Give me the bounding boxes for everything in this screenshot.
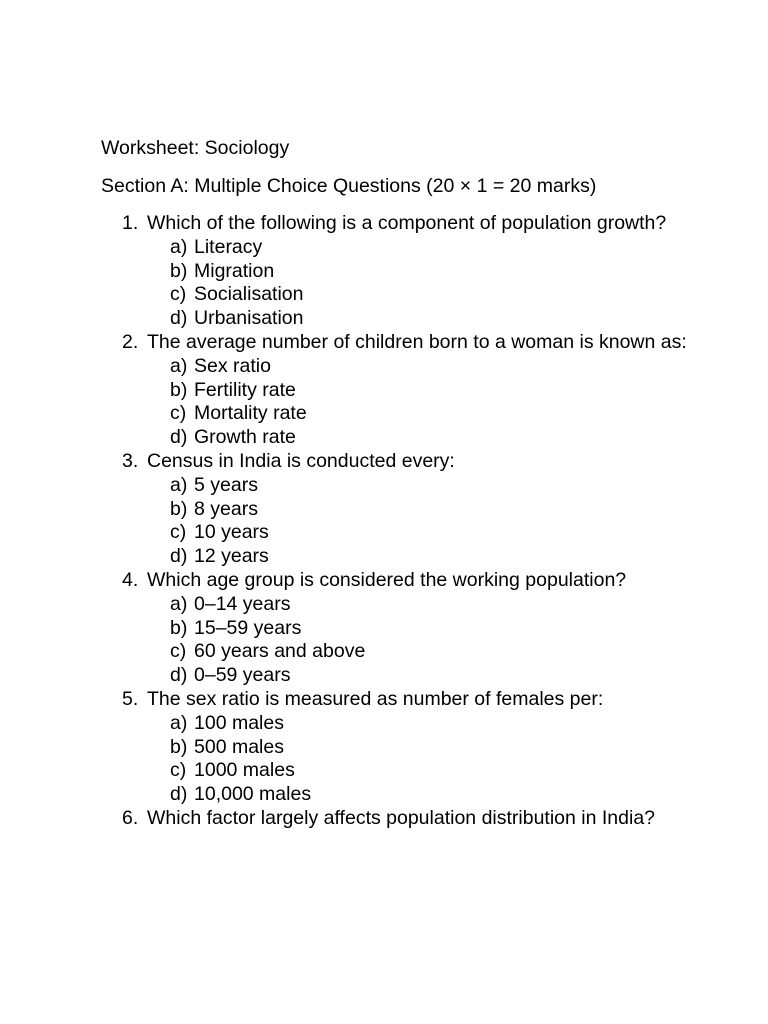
question-item [101,569,701,688]
option-letter: a) [170,473,188,496]
question-number: 2. [122,330,139,353]
option-letter: b) [170,616,188,639]
option-letter: d) [170,426,188,449]
worksheet-title: Worksheet: Sociology [101,137,290,159]
answer-option [147,355,701,379]
answer-option [147,474,701,498]
question-text: Which age group is considered the working population? [147,568,627,591]
answer-option [147,402,701,426]
option-text: 10,000 males [194,783,312,806]
option-text: 100 males [194,711,284,734]
question-text: Census in India is conducted every: [147,449,455,472]
option-text: 0–59 years [194,664,291,687]
section-heading: Section A: Multiple Choice Questions (20 × 1 = 20 marks) [101,175,597,197]
answer-option [147,593,701,617]
option-letter: d) [170,664,188,687]
option-letter: c) [170,521,187,544]
worksheet-page [101,136,701,831]
answer-option [147,664,701,688]
option-text: Mortality rate [194,402,307,425]
option-letter: b) [170,259,188,282]
option-letter: c) [170,640,187,663]
question-number: 1. [122,212,139,234]
option-letter: b) [170,735,188,758]
question-text: Which of the following is a component of population growth? [147,212,667,234]
answer-option [147,426,701,450]
answer-option [147,236,701,260]
question-number: 4. [122,568,139,591]
question-text: Which factor largely affects population distribution in India? [147,806,656,829]
option-text: Migration [194,259,275,282]
option-letter: d) [170,307,188,330]
question-item [101,450,701,569]
question-text: The average number of children born to a woman is known as: [147,330,687,353]
option-text: Fertility rate [194,378,296,401]
option-list [147,474,701,569]
question-list [101,212,701,831]
question-item [101,331,701,450]
answer-option [147,759,701,783]
option-text: 15–59 years [194,616,302,639]
option-letter: a) [170,235,188,258]
option-text: 0–14 years [194,592,291,615]
option-text: Urbanisation [194,307,304,330]
option-list [147,236,701,331]
option-list [147,712,701,807]
option-text: 1000 males [194,759,295,782]
option-letter: c) [170,759,187,782]
answer-option [147,307,701,331]
option-letter: c) [170,402,187,425]
option-text: 5 years [194,473,258,496]
option-letter: d) [170,545,188,568]
answer-option [147,521,701,545]
answer-option [147,783,701,807]
question-item [101,212,701,331]
option-text: 500 males [194,735,284,758]
option-letter: b) [170,378,188,401]
option-letter: a) [170,592,188,615]
answer-option [147,736,701,760]
answer-option [147,283,701,307]
option-text: Growth rate [194,426,296,449]
answer-option [147,260,701,284]
option-text: 10 years [194,521,269,544]
option-text: 8 years [194,497,258,520]
question-item [101,688,701,807]
question-text: The sex ratio is measured as number of females per: [147,687,604,710]
question-number: 3. [122,449,139,472]
answer-option [147,712,701,736]
question-number: 5. [122,687,139,710]
option-text: 12 years [194,545,269,568]
option-text: Literacy [194,235,263,258]
option-text: 60 years and above [194,640,366,663]
option-letter: a) [170,354,188,377]
question-item [101,807,701,831]
option-text: Sex ratio [194,354,271,377]
answer-option [147,545,701,569]
question-number: 6. [122,806,139,829]
option-letter: b) [170,497,188,520]
option-letter: d) [170,783,188,806]
option-list [147,593,701,688]
option-list [147,355,701,450]
answer-option [147,640,701,664]
option-letter: a) [170,711,188,734]
answer-option [147,617,701,641]
option-text: Socialisation [194,283,304,306]
option-letter: c) [170,283,187,306]
answer-option [147,379,701,403]
answer-option [147,498,701,522]
